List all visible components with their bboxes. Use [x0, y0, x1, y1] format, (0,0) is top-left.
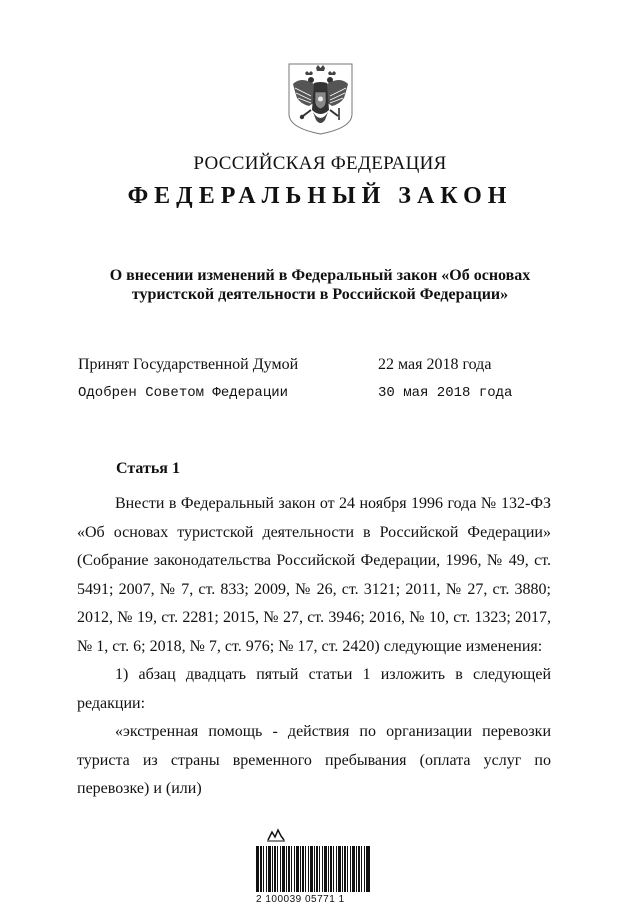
- law-title-line: туристской деятельности в Российской Федерации»: [131, 286, 509, 303]
- adoption-label: Принят Государственной Думой: [78, 356, 299, 373]
- adoption-date: 22 мая 2018 года: [378, 356, 492, 373]
- barcode-number: 2 100039 05771 1: [256, 894, 345, 905]
- law-title-line: О внесении изменений в Федеральный закон «Об основах: [109, 267, 531, 284]
- country-name: РОССИЙСКАЯ ФЕДЕРАЦИЯ: [193, 153, 447, 174]
- article-paragraph: «экстренная помощь - действия по организации перевозки туриста из страны временного пребывания (оплата услуг по перевозке) и (или): [77, 723, 551, 797]
- barcode: [256, 846, 370, 892]
- barcode-mark-icon: [266, 828, 286, 842]
- article-paragraph: 1) абзац двадцать пятый статьи 1 изложить в следующей редакции:: [77, 666, 551, 712]
- article-heading: Статья 1: [116, 460, 180, 477]
- coat-of-arms-icon: [287, 62, 354, 136]
- law-title: [60, 266, 580, 304]
- approval-label: Одобрен Советом Федерации: [78, 385, 289, 401]
- article-paragraph: Внести в Федеральный закон от 24 ноября 1996 года № 132-ФЗ «Об основах туристской деятельности в Российской Федерации» (Собрание законодательства Российской Федерации, 1996, № 49, ст. 5491; 2007, № 7, ст. 833; 2009, № 26, ст. 3121; 2011, № 27, ст. 3880; 2012, № 19, ст. 2281; 2015, № 27, ст. 3946; 2016, № 10, ст. 1323; 2017, № 1, ст. 6; 2018, № 7, ст. 976; № 17, ст. 2420) следующие изменения:: [77, 495, 551, 655]
- document-type: ФЕДЕРАЛЬНЫЙ ЗАКОН: [127, 183, 513, 209]
- approval-date: 30 мая 2018 года: [378, 385, 513, 401]
- article-body: [77, 490, 551, 804]
